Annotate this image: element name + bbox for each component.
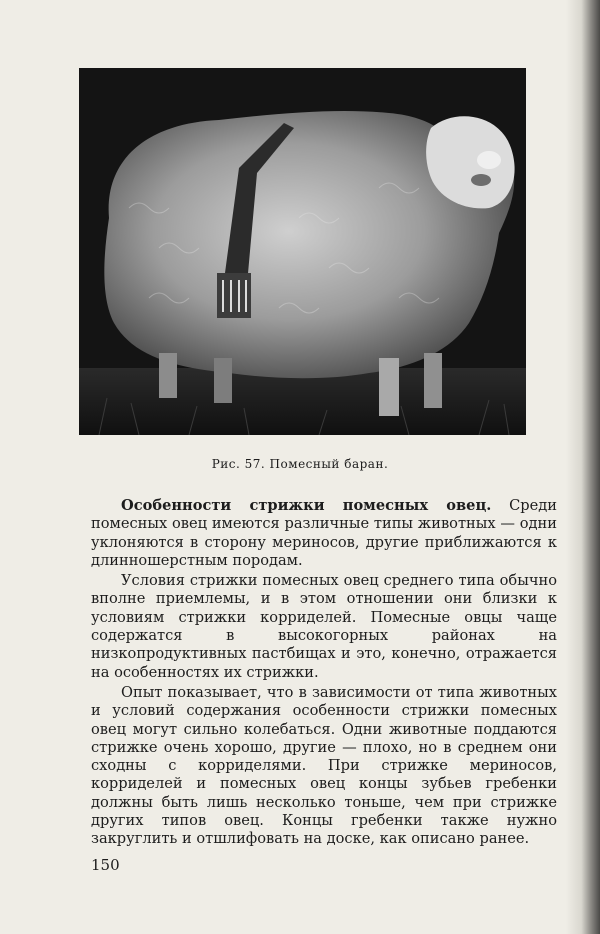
- paragraph-3: Опыт показывает, что в зависимости от типа животных и условий содержания особенности стрижки помесных овец могут сильно колебаться. Одни животные поддаются стрижке очень хорошо, другие — плохо, но в среднем они сходны с корриделями. При стрижке мериносов, корриделей и помесных овец концы зубьев гребенки должны быть лишь несколько тоньше, чем при стрижке других типов овец. Концы гребенки также нужно закруглить и отшлифовать на доске, как описано ранее.: [91, 683, 557, 848]
- section-heading: Особенности стрижки помесных овец.: [121, 497, 492, 514]
- page-number: 150: [91, 856, 120, 874]
- figure-caption: Рис. 57. Помесный баран.: [211, 457, 389, 471]
- paragraph-1: [91, 497, 557, 570]
- paragraph-1-text: Среди помесных овец имеются различные типы животных — одни уклоняются в сторону мериносов, другие приближаются к длинношерстным породам.: [91, 497, 558, 569]
- sheep-photo: [79, 68, 526, 435]
- body-text: [91, 497, 557, 849]
- paragraph-2: Условия стрижки помесных овец среднего типа обычно вполне приемлемы, и в этом отношении они близки к условиям стрижки корриделей. Помесные овцы чаще содержатся в высокогорных районах на низкопродуктивных пастбищах и это, конечно, отражается на особенностях их стрижки.: [91, 572, 557, 681]
